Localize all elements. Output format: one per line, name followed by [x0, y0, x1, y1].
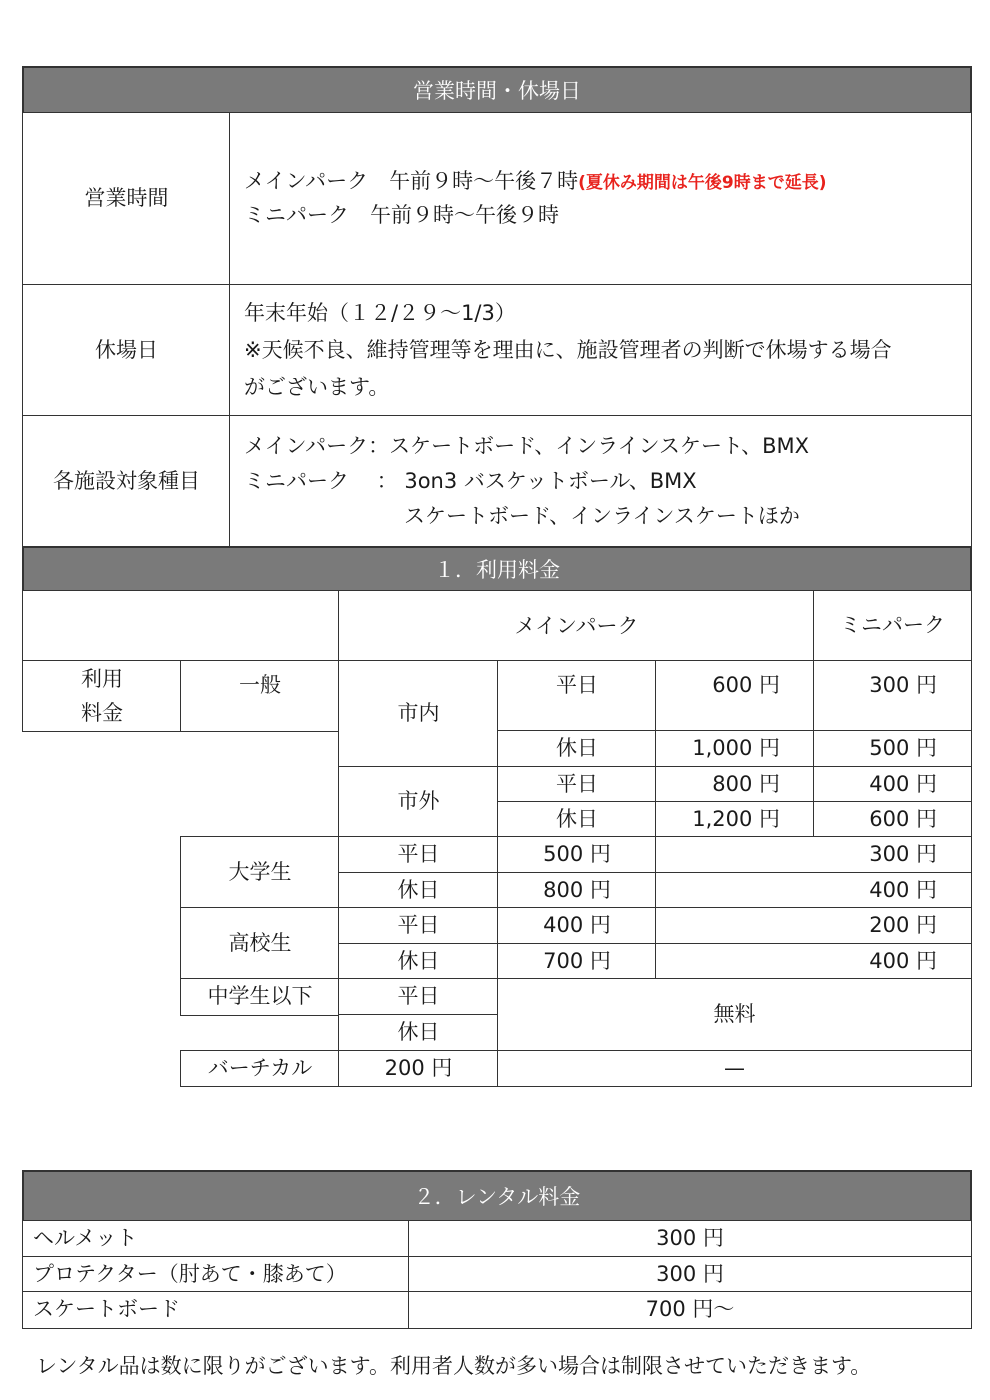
table-row: [813, 801, 972, 838]
city-out-label: 市外: [397, 789, 440, 814]
rental-item-price: [408, 1256, 972, 1293]
city-in-cell: [338, 660, 499, 768]
rental-name-text: ヘルメット: [33, 1226, 138, 1251]
general-cell: [180, 660, 340, 732]
footer-note: レンタル品は数に限りがございます。利用者人数が多い場合は制限させていただきます。: [36, 1354, 872, 1378]
rental-name-text: プロテクター（肘あて・膝あて）: [33, 1261, 347, 1286]
events-label-cell: [22, 415, 231, 548]
highschool-label: 高校生: [228, 930, 292, 955]
rental-price-text: 300 円: [656, 1261, 724, 1286]
junior-cell: [180, 978, 340, 1016]
table-row: [497, 660, 657, 732]
rental-item-name: [22, 1256, 410, 1293]
hours-content-cell: [229, 112, 972, 286]
hours-section-header: 営業時間・休場日: [22, 66, 972, 114]
day-label: 平日: [397, 842, 440, 867]
table-row: [338, 907, 499, 945]
table-row: [497, 872, 657, 909]
table-row: [497, 943, 657, 980]
summer-extension-note: (夏休み期間は午後9時まで延長): [578, 173, 827, 194]
row-label: 利用料金: [81, 667, 123, 725]
hours-label: 営業時間: [84, 186, 169, 211]
table-row: [655, 907, 972, 945]
table-row: [497, 766, 657, 803]
rental-item-price: [408, 1220, 972, 1258]
hours-label-cell: [22, 112, 231, 286]
day-label: 休日: [397, 948, 440, 973]
events-line-3: スケートボード、インラインスケートほか: [404, 504, 800, 528]
junior-fee: 無料: [713, 1002, 756, 1027]
highschool-cell: [180, 907, 340, 980]
day-label: 平日: [397, 913, 440, 938]
closed-label-cell: [22, 284, 231, 417]
fees-corner-cell: [22, 590, 340, 662]
university-cell: [180, 836, 340, 909]
rental-name-text: スケートボード: [33, 1297, 180, 1322]
main-fee: 1,200 円: [692, 806, 780, 831]
mini-fee: 200 円: [869, 913, 937, 938]
main-fee: 600 円: [712, 673, 780, 697]
hours-line-main: [244, 165, 826, 199]
table-row: [497, 801, 657, 838]
fees-section-header: １．利用料金: [22, 546, 972, 592]
mini-fee: 400 円: [869, 771, 937, 796]
mini-fee: 300 円: [869, 842, 937, 867]
table-row: [338, 943, 499, 980]
main-fee: 800 円: [712, 771, 780, 796]
table-row: [338, 872, 499, 909]
table-row: [497, 836, 657, 874]
university-label: 大学生: [228, 859, 292, 884]
col-mini-label: ミニパーク: [840, 613, 945, 638]
events-line-1: メインパーク：スケートボード、インラインスケート、BMX: [244, 434, 809, 458]
junior-fee-cell: [497, 978, 972, 1052]
vertical-label: バーチカル: [207, 1055, 313, 1080]
day-label: 平日: [556, 771, 598, 796]
main-fee: 800 円: [543, 877, 611, 902]
table-row: [655, 730, 815, 768]
junior-label: 中学生以下: [207, 984, 313, 1009]
rental-price-text: 700 円～: [645, 1297, 735, 1322]
table-row: [655, 872, 972, 909]
table-row: [497, 730, 657, 768]
day-label: 休日: [556, 806, 598, 831]
mini-fee: 500 円: [869, 736, 937, 761]
main-fee: 500 円: [543, 842, 611, 867]
city-out-cell: [338, 766, 499, 838]
day-label: 平日: [556, 673, 598, 697]
vertical-fee-cell: [338, 1050, 499, 1087]
main-fee: 700 円: [543, 948, 611, 973]
table-row: [813, 730, 972, 768]
table-row: [655, 943, 972, 980]
closed-line-2: ※天候不良、維持管理等を理由に、施設管理者の判断で休場する場合: [244, 338, 892, 362]
table-row: [655, 660, 815, 732]
day-label: 平日: [397, 984, 440, 1009]
day-label: 休日: [556, 736, 598, 761]
table-row: [813, 660, 972, 732]
row-label-cell: [22, 660, 182, 732]
vertical-cell: [180, 1050, 340, 1087]
rental-item-name: [22, 1291, 410, 1329]
rental-price-text: 300 円: [656, 1226, 724, 1251]
rental-item-name: [22, 1220, 410, 1258]
col-main-label: メインパーク: [514, 614, 639, 638]
vertical-fee: 200 円: [384, 1055, 453, 1080]
hours-main-text: メインパーク 午前９時～午後７時: [244, 169, 579, 194]
col-mini-header: [813, 590, 972, 662]
table-row: [497, 907, 657, 945]
events-content-cell: [229, 415, 972, 548]
rental-section-header: ２．レンタル料金: [22, 1170, 972, 1222]
vertical-mini-cell: [497, 1050, 972, 1087]
mini-fee: 400 円: [869, 877, 937, 902]
general-label: 一般: [239, 673, 281, 697]
hours-line-mini: ミニパーク 午前９時～午後９時: [244, 203, 559, 227]
table-row: [338, 836, 499, 874]
day-label: 休日: [397, 1020, 440, 1045]
mini-fee: 400 円: [869, 948, 937, 973]
table-row: [338, 978, 499, 1016]
rental-item-price: [408, 1291, 972, 1329]
vertical-mini-dash: —: [724, 1055, 745, 1080]
closed-label: 休場日: [95, 337, 158, 362]
table-row: [813, 766, 972, 803]
mini-fee: 600 円: [869, 806, 937, 831]
closed-line-3: がございます。: [244, 375, 390, 399]
closed-content-cell: [229, 284, 972, 417]
events-line-2: ミニパーク ： 3on3 バスケットボール、BMX: [244, 469, 697, 493]
day-label: 休日: [397, 877, 440, 902]
main-fee: 1,000 円: [692, 736, 780, 761]
closed-line-1: 年末年始（１２/２９～1/3）: [244, 301, 516, 325]
events-label: 各施設対象種目: [53, 468, 200, 493]
table-row: [655, 766, 815, 803]
col-main-header: [338, 590, 815, 662]
main-fee: 400 円: [543, 913, 611, 938]
table-row: [655, 836, 972, 874]
mini-fee: 300 円: [869, 673, 937, 697]
city-in-label: 市内: [397, 701, 440, 726]
table-row: [655, 801, 815, 838]
table-row: [338, 1014, 499, 1052]
